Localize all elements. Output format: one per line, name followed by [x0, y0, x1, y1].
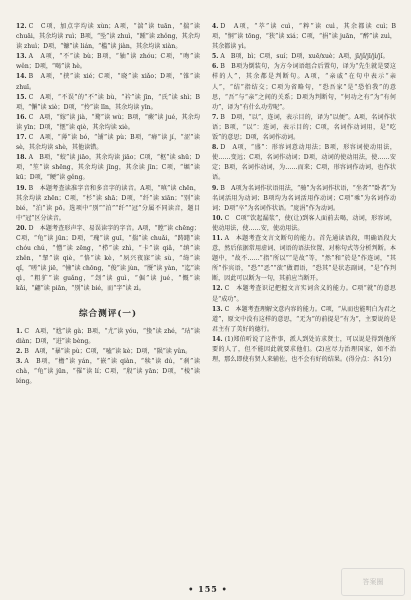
answer-item — [212, 62, 396, 112]
answer-text: C 本题考查理解文意内容的能力。C项，“从而也能明白为君之道”，原文中没有这样的意思，“无为”的前提是“有为”，主要说的是君主有了美好的德行。 — [212, 305, 396, 333]
answer-number: 2. — [16, 347, 23, 355]
answer-item — [212, 143, 396, 183]
answer-item — [212, 335, 396, 365]
answer-item — [16, 22, 200, 52]
answer-text: C 本题考查识记把握文言实词含义的能力。C项“就”的意思是“成功”。 — [212, 285, 396, 303]
answer-text: A B项，bì；C项，suí；D项，xuē/xuè；A项，jī/jǐ/jī/jì/jǐ。 — [220, 53, 389, 61]
answer-text: A B项，“蛟”读 jiāo，其余均读 jiāo；C项，“枢”读 shū；D项，“笙”读 shēng，其余均读 jīng，其余读 jīn；C项，“堀”读 kū；D项，“鲠”读 gěng。 — [16, 154, 200, 182]
answer-text: B A项为名词作状语用法，“骑”为名词作状语，“坐者”“卧者”为名词活用为动词；B项均为名词活用作动词；C项“乘”为名词作动词；D项“卒”为名词作状语。“庞涓”作为动词。 — [212, 184, 396, 212]
answer-number: 13. — [212, 305, 223, 313]
answer-number: 20. — [16, 224, 27, 232]
answer-item — [16, 93, 200, 113]
answer-number: 5. — [212, 53, 219, 61]
right-column — [212, 22, 396, 365]
answer-item — [212, 234, 396, 284]
answer-text: C A项，“薄”读 bó，“铺”读 pù；B项，“瘠”读 jí，“涩”读 sè，其余均读 shè，其他读错。 — [16, 134, 200, 152]
answer-number: 6. — [212, 63, 219, 71]
answer-number: 18. — [16, 154, 27, 162]
answer-text: A A项，“不”读 bù；B项，“轴”读 zhóu；C项，“吻”读 wěn；D项，“喝”读 hè。 — [16, 53, 200, 71]
answer-number: 15. — [16, 93, 27, 101]
answer-number: 7. — [212, 113, 219, 121]
answer-text: B 本题考查读准字音和多音字的读音。A项，“嗔”读 chēn，其余均读 zhēn；C项，“杉”读 shā；D项，“纤”读 xiān；“别”读 bié，“泊”读 pō。选项中“别”“泊”“纤”“冠”分属不同读音，题目中“冠”区分读音。 — [16, 184, 200, 222]
watermark-logo: 答案圈 — [341, 568, 405, 596]
answer-item — [16, 184, 200, 224]
answer-page — [16, 22, 400, 594]
answer-number: 14. — [16, 73, 27, 81]
answer-text: A 本题考查文言文断句的能力。首先通读语段，明确语段大意，然后依据常用虚词、词语的语法位置、对称句式等分析判断。本题中，“故不……”指“所以”“是故”等，“然”和“於是”作连词，“其所”作宾语，“恐”“恶”“欲”做谓语，“恐其”是状态副词，“是”作判断，因此可以断为一句，其前应当断开。 — [212, 234, 396, 283]
left-column — [16, 22, 200, 387]
answer-number: 10. — [212, 214, 223, 222]
answer-item — [212, 214, 396, 234]
answer-number: 1. — [16, 327, 23, 335]
answer-text: D 本题考查形声字、易误读字的字音。A项，“瞠”读 chēng；C项，“龟”读 jūn；D项，“瑰”读 guī，“揣”读 chuǎi，“踌躇”读 chóu chú，“憎”读 zēng，“栉”读 zhì，“卡”读 qiǎ，“缜”读 zhěn，“挈”读 qiè，“恪”读 kè，“夙兴夜寐”读 sù，“绮”读 qǐ，“嗟”读 jiē，“憧”读 chōng，“俊”读 jùn，“赝”读 yàn，“迄”读 qì，“粗犷”读 guǎng，“刽”读 guì，“倔”读 jué，“慨”读 kǎi，“翩”读 piān，“别”读 bié，而“字”读 zì。 — [16, 224, 200, 293]
section-title: 综合测评(一) — [78, 308, 138, 319]
answer-number: 13. — [16, 53, 27, 61]
answer-item — [212, 284, 396, 304]
answer-text: A B项，“檐”读 yán，“嵌”读 qiàn，“犊”读 dú，“刹”读 chà，“龟”读 jūn，“罹”读 lí；C项，“殷”读 yān；D项，“棱”读 léng。 — [16, 357, 200, 385]
answer-number: 9. — [212, 184, 219, 192]
answer-item — [16, 357, 200, 387]
answer-text: B A项，“暴”读 pù；C项，“嗑”读 kè；D项，“陨”读 yǔn。 — [24, 347, 192, 355]
answer-item — [212, 184, 396, 214]
answer-text: C A项，“不误”的“不”读 bù，“衿”读 jīn，“氏”读 shì；B项，“懈”读 xiè；D项，“拎”读 līn，其余均读 yīn。 — [16, 93, 200, 111]
page-number: • 155 • — [188, 584, 228, 594]
answer-text: C A项，“嫁”读 jià，“鹜”读 wù；B项，“蕨”读 jué，其余均读 yīn；D项，“惬”读 qiè，其余均读 xiè。 — [16, 113, 200, 131]
answer-number: 17. — [16, 134, 27, 142]
answer-text: B A项，“挟”读 xié；C项，“晓”读 xiǎo；D项，“锥”读 zhuī。 — [16, 73, 200, 91]
answer-item — [212, 113, 396, 143]
answer-text: (1)郑伯听说了这件事，派人到处访求贤士，可以说是得到他所要的人了，但不能因此就要求他们。(2)应尽力治理国家，如不治理，那么即使有贤人来辅佐，也不会有好的结果。(得分点：各1分) — [212, 335, 396, 364]
answer-item — [16, 113, 200, 133]
answer-item — [16, 72, 200, 92]
answer-item — [16, 327, 200, 347]
answer-item — [212, 305, 396, 335]
answer-number: 3. — [16, 357, 23, 365]
answer-text: D A项，“盛”：形容词意动用法；B项，形容词使动用法，使……变远；C项，名词作动词；D项，动词的使动用法，使……安定；B项，名词作动词，为……而来；C项，形容词作动词，也作状语。 — [212, 144, 396, 182]
answer-number: 4. — [212, 23, 219, 30]
answer-item — [16, 347, 200, 357]
answer-text: D A项，“萃”读 cuì，“粹”读 cuì，其余都读 cuì；B项，“恫”读 tōng，“狭”读 xiá；C项，“捐”读 juān，“醉”读 zuì，其余都读 yì。 — [212, 23, 396, 51]
answer-text: C C项“饮起漏浆”，使(让)到客人面前去喝，动词，形容词，使动用法，使……安，使动用法。 — [212, 214, 396, 232]
answer-item — [212, 52, 396, 62]
answer-number: 8. — [212, 144, 219, 152]
answer-text: C C项，加点字均读 xùn；A项，“湍”读 tuān，“揣”读 chuāi，其余均读 ruì；B项，“坠”读 zhuì，“踵”读 zhǒng，其余均读 zhuì；D项，“镰”读 lián，“槛”读 jiàn，其余均读 xiàn。 — [16, 23, 200, 51]
answer-number: 12. — [212, 285, 223, 293]
answer-number: 19. — [16, 184, 27, 192]
answer-text: C A项，“尬”读 gà；B项，“尤”读 yóu，“蛰”读 zhé，“玷”读 diàn；D项，“迸”读 bèng。 — [16, 327, 200, 345]
answer-text: B D项，“以”，连词，表示目的，译为“以便”。A项，名词作状语；B项，“以”：连词，表示目的；C项，名词作动词用，是“吃饭”的意思；D项，名词作动词。 — [212, 113, 396, 142]
answer-item — [16, 153, 200, 183]
answer-item — [16, 224, 200, 295]
answer-item — [16, 133, 200, 153]
answer-number: 16. — [16, 113, 27, 121]
answer-item — [212, 22, 396, 52]
answer-item — [16, 52, 200, 72]
answer-number: 12. — [16, 23, 27, 30]
answer-text: B B项为倒装句，为方今词语组合后置句，译为“先生就是要这样的人”，其余都是判断句。A项，“亲戚”在句中表示“亲人”，“结”指结交；C项为省略句，“恐吾家”是“恐怕我”的意思，“吾”与“亲”之间的关系；D项为判断句，“何功之有”为“有何功”，译为“有什么功劳呢”。 — [212, 63, 396, 111]
answer-number: 14. — [212, 335, 223, 343]
answer-number: 11. — [212, 234, 223, 242]
